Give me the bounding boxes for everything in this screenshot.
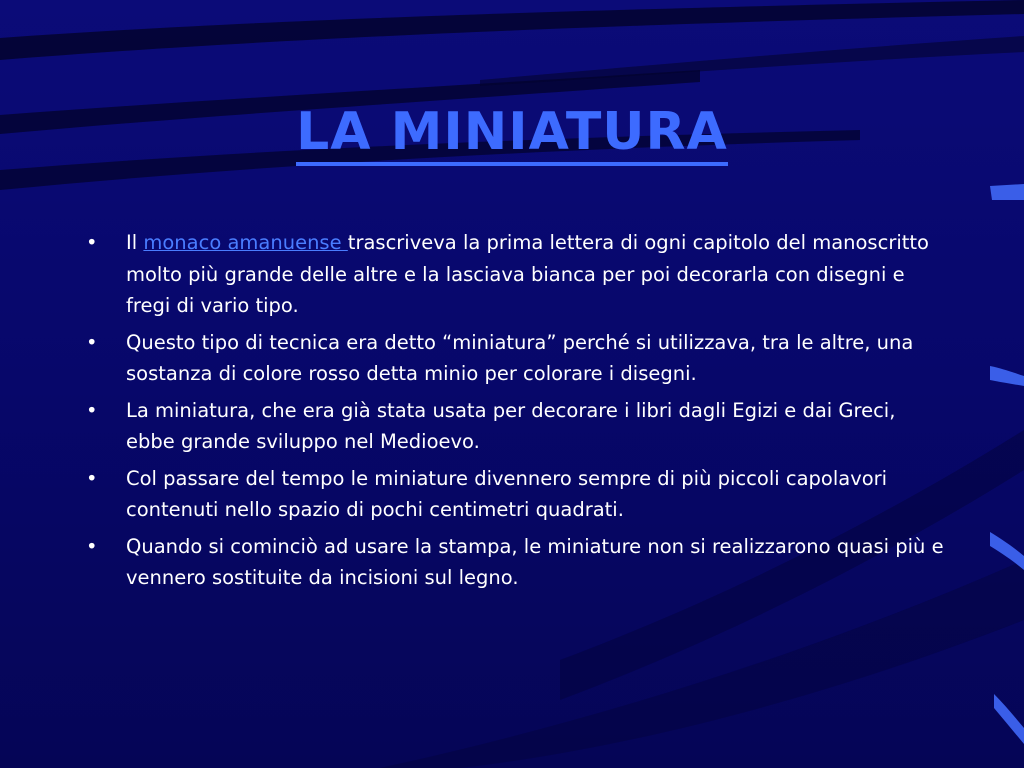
bullet-text: Questo tipo di tecnica era detto “miniatura” perché si utilizzava, tra le altre, una sostanza di colore rosso detta minio per colorare i disegni. — [126, 330, 914, 385]
bullet-marker: • — [86, 330, 98, 354]
bullet-text: Col passare del tempo le miniature divennero sempre di più piccoli capolavori contenuti nello spazio di pochi centimetri quadrati. — [126, 466, 888, 521]
bullet-marker: • — [86, 398, 98, 422]
bullet-marker: • — [86, 466, 98, 490]
monaco-amanuense-link[interactable]: monaco amanuense — [143, 231, 348, 254]
slide-title — [0, 96, 1024, 168]
bullet-item — [84, 463, 944, 526]
bullet-text: La miniatura, che era già stata usata per decorare i libri dagli Egizi e dai Greci, ebbe grande sviluppo nel Medioevo. — [126, 398, 896, 453]
bullet-item — [84, 227, 944, 322]
bullet-marker: • — [86, 534, 98, 558]
slide-title-text: LA MINIATURA — [296, 102, 728, 166]
bullet-marker: • — [86, 231, 98, 254]
bullet-text: trascriveva la prima lettera di ogni capitolo del manoscritto molto più grande delle altre e la lasciava bianca per poi decorarla con disegni e fregi di vario tipo. — [126, 231, 929, 317]
bullet-item — [84, 395, 944, 458]
bullet-text: Quando si cominciò ad usare la stampa, le miniature non si realizzarono quasi più e vennero sostituite da incisioni sul legno. — [126, 534, 944, 589]
bullet-item — [84, 531, 944, 594]
bullet-list — [84, 227, 944, 599]
bullet-prefix: Il — [126, 231, 144, 254]
bullet-item — [84, 327, 944, 390]
